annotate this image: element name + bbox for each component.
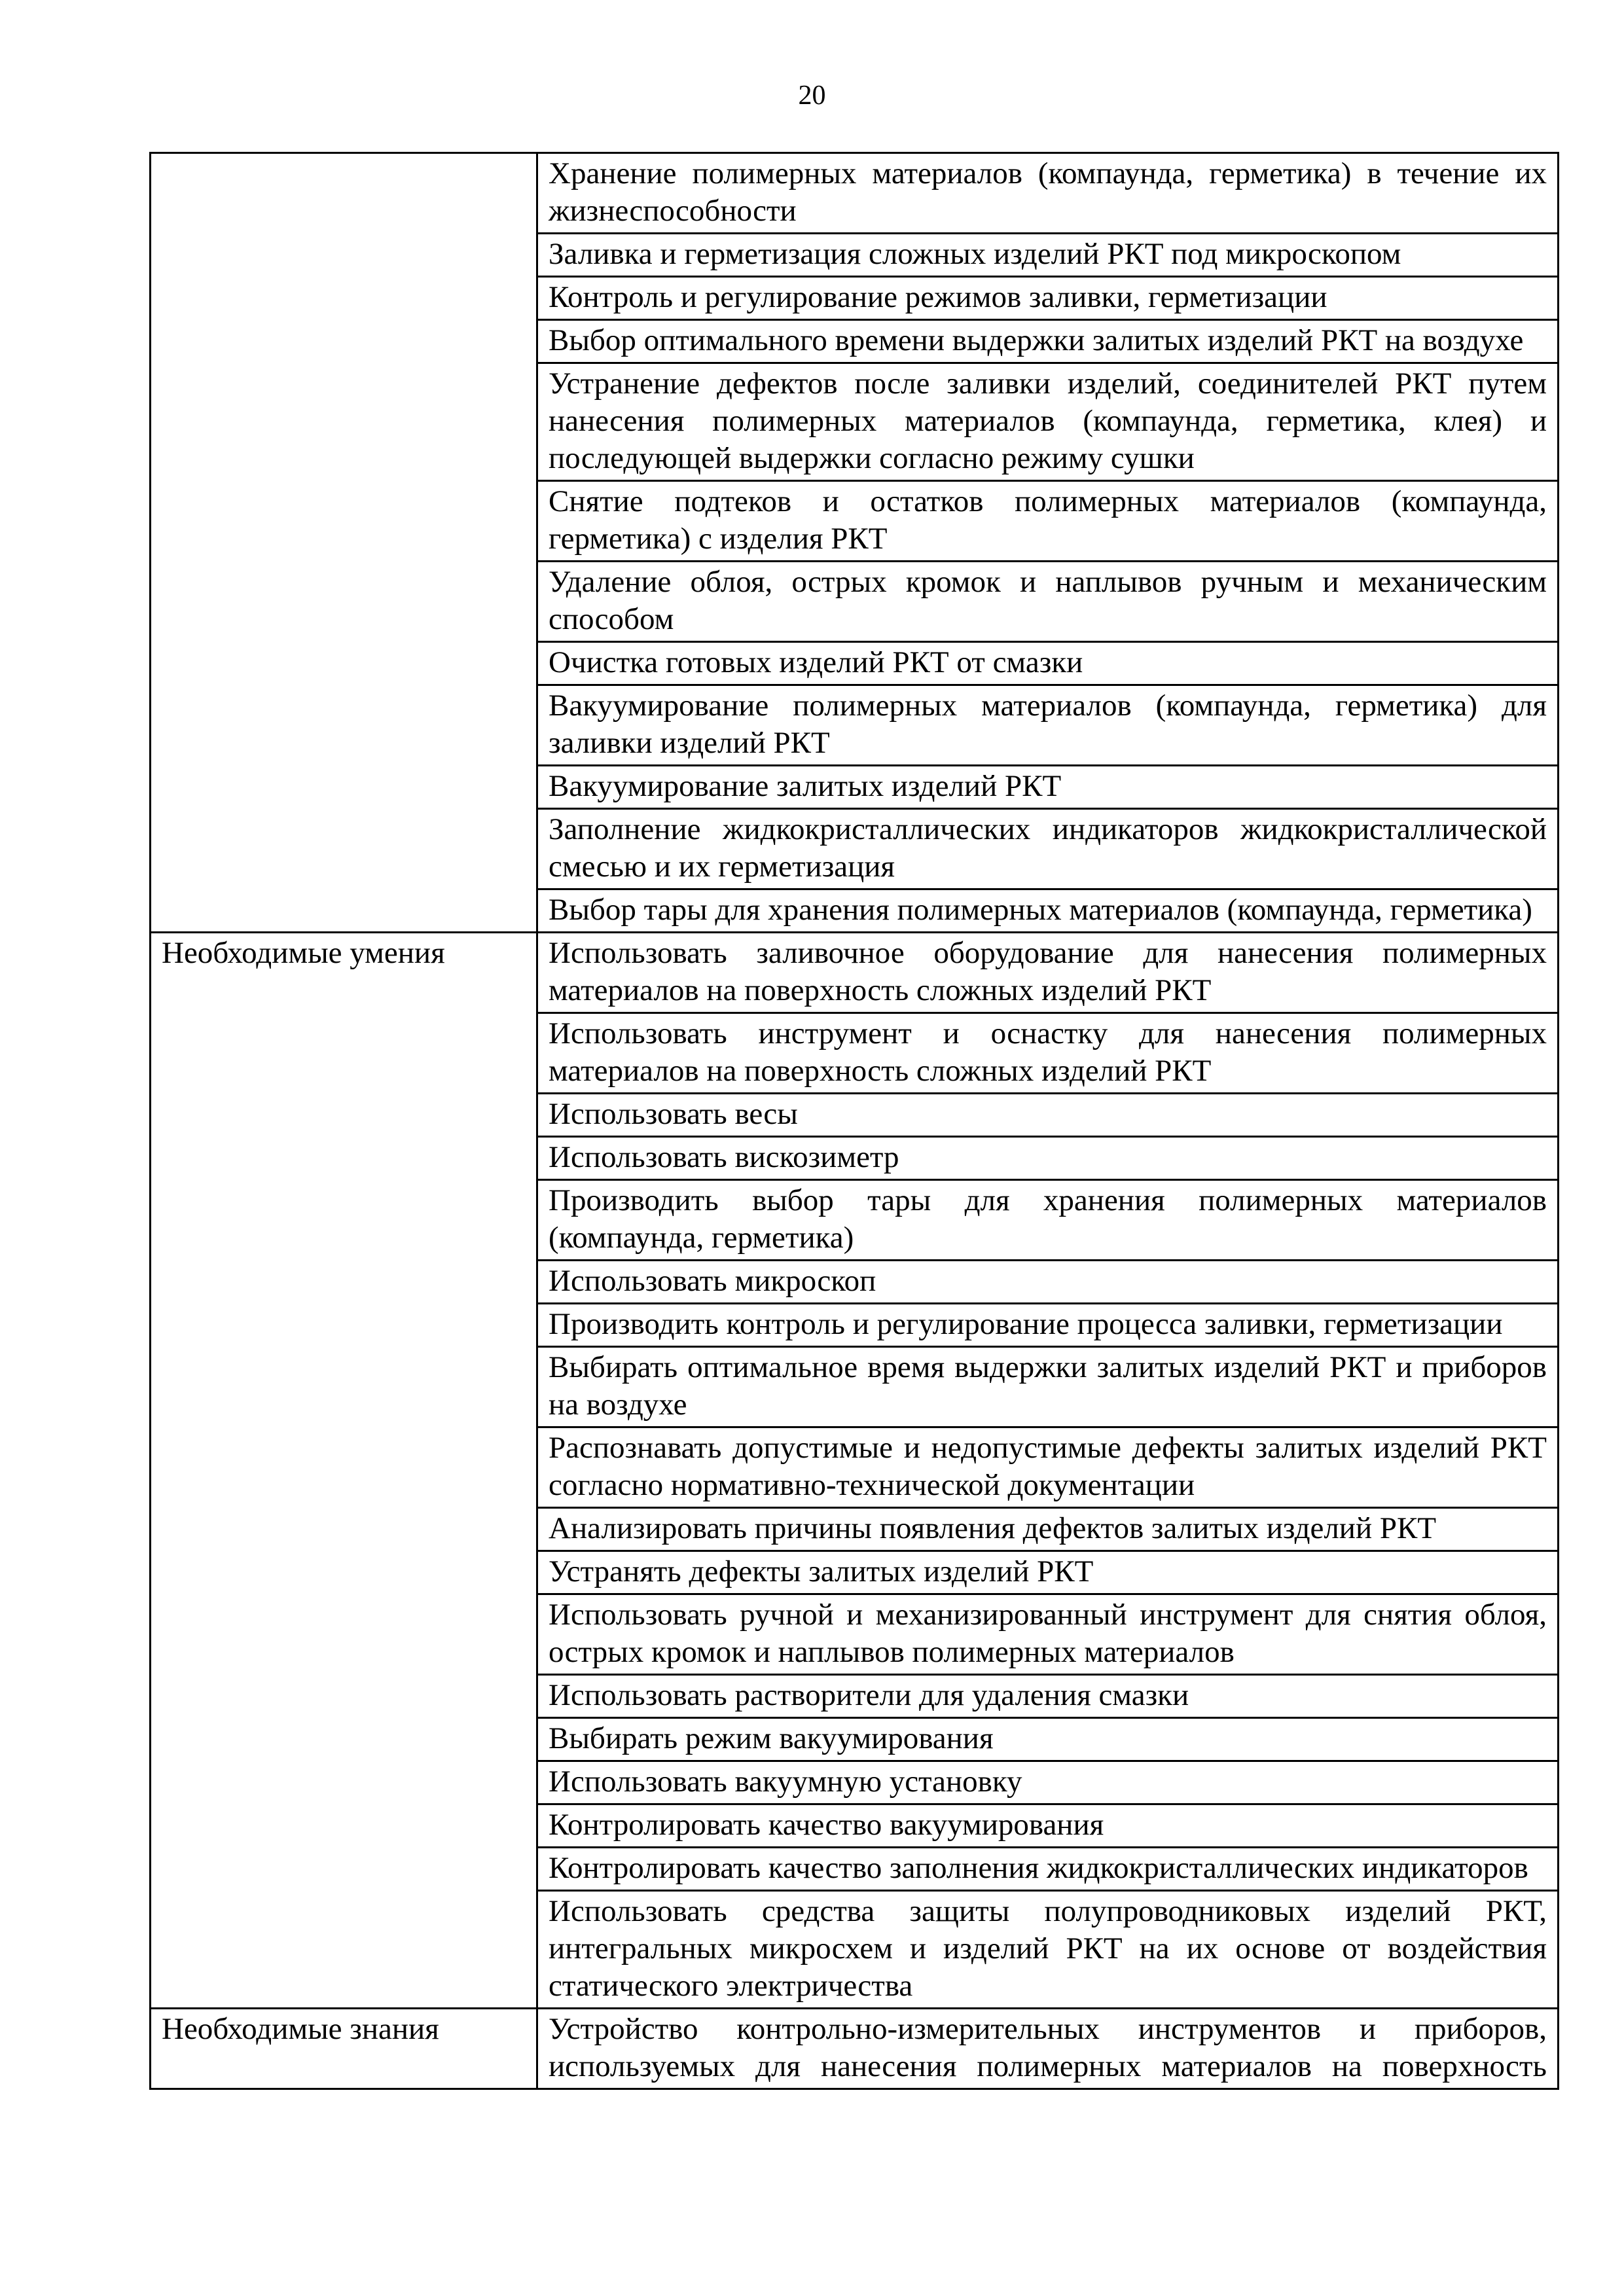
table-cell-item: Заполнение жидкокристаллических индикаторов жидкокристаллической смесью и их герметизация — [537, 809, 1559, 889]
table-cell-item: Использовать инструмент и оснастку для нанесения полимерных материалов на поверхность сложных изделий РКТ — [537, 1013, 1559, 1094]
table-cell-item: Выбор оптимального времени выдержки залитых изделий РКТ на воздухе — [537, 320, 1559, 363]
table-cell-item: Использовать микроскоп — [537, 1261, 1559, 1304]
page-number: 20 — [798, 81, 826, 111]
table-cell-item: Производить контроль и регулирование процесса заливки, герметизации — [537, 1304, 1559, 1347]
table-cell-item: Вакуумирование залитых изделий РКТ — [537, 766, 1559, 809]
section-label: Необходимые умения — [151, 933, 537, 2009]
table-body — [151, 153, 1559, 2089]
competency-table — [149, 152, 1559, 2090]
table-cell-item: Заливка и герметизация сложных изделий РКТ под микроскопом — [537, 234, 1559, 277]
table-cell-item: Использовать вакуумную установку — [537, 1761, 1559, 1804]
table-cell-item: Использовать весы — [537, 1094, 1559, 1137]
table-cell-item: Выбирать оптимальное время выдержки залитых изделий РКТ и приборов на воздухе — [537, 1347, 1559, 1427]
table-cell-item: Удаление облоя, острых кромок и наплывов ручным и механическим способом — [537, 562, 1559, 642]
table-cell-item: Использовать средства защиты полупроводниковых изделий РКТ, интегральных микросхем и изделий РКТ на их основе от воздействия статического электричества — [537, 1891, 1559, 2009]
table-cell-item: Очистка готовых изделий РКТ от смазки — [537, 642, 1559, 685]
table-cell-item: Контролировать качество заполнения жидкокристаллических индикаторов — [537, 1848, 1559, 1891]
section-label: Необходимые знания — [151, 2009, 537, 2089]
table-cell-item: Устройство контрольно-измерительных инструментов и приборов, используемых для нанесения полимерных материалов на поверхность — [537, 2009, 1559, 2089]
table-cell-item: Использовать вискозиметр — [537, 1137, 1559, 1180]
table-cell-item: Снятие подтеков и остатков полимерных материалов (компаунда, герметика) с изделия РКТ — [537, 481, 1559, 562]
table-cell-item: Хранение полимерных материалов (компаунда, герметика) в течение их жизнеспособности — [537, 153, 1559, 234]
table-cell-item: Выбор тары для хранения полимерных материалов (компаунда, герметика) — [537, 889, 1559, 933]
table-cell-item: Вакуумирование полимерных материалов (компаунда, герметика) для заливки изделий РКТ — [537, 685, 1559, 766]
table-row — [151, 153, 1559, 234]
table-cell-item: Использовать ручной и механизированный инструмент для снятия облоя, острых кромок и наплывов полимерных материалов — [537, 1594, 1559, 1675]
section-label — [151, 153, 537, 933]
table-cell-item: Выбирать режим вакуумирования — [537, 1718, 1559, 1761]
table-cell-item: Устранение дефектов после заливки изделий, соединителей РКТ путем нанесения полимерных материалов (компаунда, герметика, клея) и последующей выдержки согласно режиму сушки — [537, 363, 1559, 481]
table-cell-item: Распознавать допустимые и недопустимые дефекты залитых изделий РКТ согласно нормативно-технической документации — [537, 1427, 1559, 1508]
table-cell-item: Контроль и регулирование режимов заливки, герметизации — [537, 277, 1559, 320]
table-cell-item: Использовать растворители для удаления смазки — [537, 1675, 1559, 1718]
table-cell-item: Анализировать причины появления дефектов залитых изделий РКТ — [537, 1508, 1559, 1551]
table-cell-item: Контролировать качество вакуумирования — [537, 1804, 1559, 1848]
table-cell-item: Производить выбор тары для хранения полимерных материалов (компаунда, герметика) — [537, 1180, 1559, 1261]
table-row — [151, 2009, 1559, 2089]
table-cell-item: Использовать заливочное оборудование для нанесения полимерных материалов на поверхность сложных изделий РКТ — [537, 933, 1559, 1013]
table-cell-item: Устранять дефекты залитых изделий РКТ — [537, 1551, 1559, 1594]
table-row — [151, 933, 1559, 1013]
